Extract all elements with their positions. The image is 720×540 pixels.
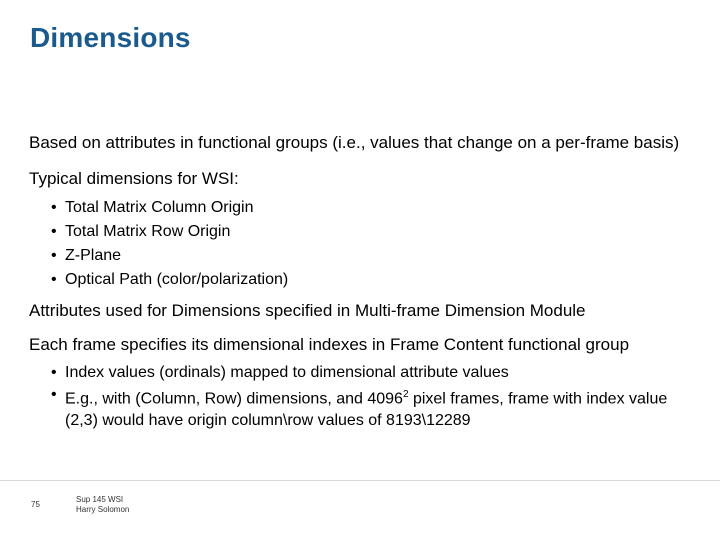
- bullet-icon: •: [51, 364, 57, 381]
- supplement-label: Sup 145 WSI: [76, 495, 124, 504]
- list-item: [51, 196, 694, 220]
- example-text: [51, 384, 694, 432]
- page-number: 75: [31, 500, 40, 509]
- dimension-label: Z-Plane: [65, 247, 122, 264]
- slide-body: [29, 132, 694, 440]
- bullet-icon: •: [51, 199, 57, 216]
- list-item: [51, 220, 694, 244]
- dimension-label: Optical Path (color/polarization): [65, 271, 289, 288]
- list-item: [51, 244, 694, 268]
- bullet-icon: •: [51, 223, 57, 240]
- example-text-start: E.g., with (Column, Row) dimensions, and 4096: [65, 390, 403, 408]
- slide-title: Dimensions: [30, 22, 191, 53]
- list-item: [51, 362, 694, 384]
- dimension-label: Total Matrix Row Origin: [65, 223, 231, 240]
- index-values-list: [29, 362, 694, 432]
- dimension-module-paragraph: Attributes used for Dimensions specified in Multi-frame Dimension Module: [29, 301, 586, 320]
- example-text-end: pixel frames, frame with index value (2,3) would have origin column\row values of 8193\12289: [65, 390, 668, 430]
- frame-content-paragraph: Each frame specifies its dimensional indexes in Frame Content functional group: [29, 335, 630, 354]
- dimension-label: Total Matrix Column Origin: [65, 199, 254, 216]
- exponent: 2: [402, 389, 409, 400]
- index-values-text: Index values (ordinals) mapped to dimensional attribute values: [65, 364, 509, 381]
- list-item: [51, 268, 694, 292]
- functional-groups-paragraph: Based on attributes in functional groups (i.e., values that change on a per-frame basis): [29, 133, 680, 152]
- bullet-icon: •: [51, 271, 57, 288]
- author-label: Harry Solomon: [76, 505, 130, 514]
- bullet-icon: •: [51, 386, 57, 403]
- footer-divider: [0, 480, 720, 481]
- dimensions-list: [29, 196, 694, 292]
- list-item: [51, 384, 694, 432]
- footer-reference: [76, 495, 129, 515]
- bullet-icon: •: [51, 247, 57, 264]
- typical-dimensions-heading: Typical dimensions for WSI:: [29, 169, 239, 188]
